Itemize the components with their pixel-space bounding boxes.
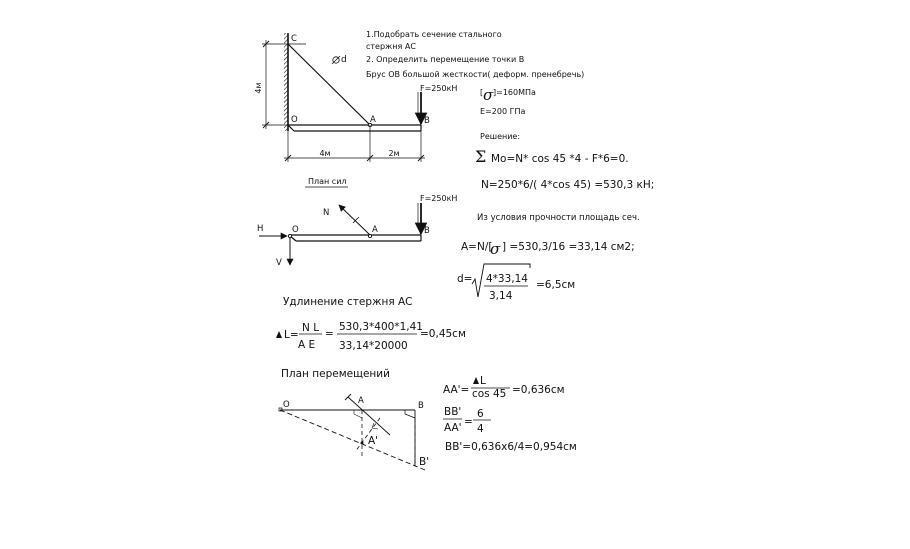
aa-den: cos 45 [472, 388, 507, 400]
given-data [480, 86, 536, 116]
dp-b-corner [405, 410, 415, 418]
elongation-eq: = [325, 328, 334, 340]
sigma-bracket-l: [ [480, 88, 484, 97]
bb-equation: BB'=0,636x6/4=0,954см [445, 441, 577, 453]
label-c: C [291, 34, 297, 44]
dp-right-angle [354, 410, 362, 418]
dp-point-a1 [361, 442, 364, 445]
ratio-den: AA' [444, 422, 462, 434]
sigma-allow: ]=160МПа [493, 88, 536, 97]
elongation-num2: 530,3*400*1,41 [339, 321, 423, 333]
delta-icon [276, 331, 282, 338]
reaction-v-label: V [276, 258, 282, 268]
moment-equation: Mo=N* cos 45 *4 - F*6=0. [491, 153, 629, 165]
modulus-e: E=200 ГПа [480, 107, 526, 116]
label-o: O [291, 115, 298, 125]
area-lhs: A=N/[ [461, 241, 493, 253]
elongation-lhs: L= [284, 329, 299, 341]
fp-label-a: A [372, 225, 378, 235]
elongation-den2: 33,14*20000 [339, 340, 408, 352]
dp-label-o: O [283, 400, 290, 410]
fp-force-f-label: F=250кН [420, 194, 458, 203]
diameter-result: =6,5см [536, 279, 576, 291]
fp-label-o: O [292, 225, 299, 235]
dp-label-b: B [418, 401, 424, 411]
solution [457, 132, 654, 302]
dim-vert-label: 4м [254, 82, 263, 94]
dim-oa-label: 4м [319, 149, 331, 158]
strength-note: Из условия прочности площадь сеч. [477, 213, 640, 223]
design-scheme [254, 33, 457, 162]
fp-label-b: B [424, 226, 430, 236]
elongation-den1: A E [298, 339, 316, 351]
aa-num: L [480, 375, 486, 387]
aa-lhs: AA'= [443, 384, 470, 396]
displacement-title: План перемещений [281, 368, 390, 380]
force-plan-title: План сил [308, 177, 347, 186]
delta-icon [473, 377, 479, 384]
area-rhs: ] =530,3/16 =33,14 см2; [502, 241, 635, 253]
elongation [276, 296, 466, 352]
displacement-plan [279, 368, 577, 470]
dp-rod [348, 397, 390, 435]
label-a: A [370, 115, 376, 125]
sigma-icon: σ [483, 86, 494, 104]
diameter-num: 4*33,14 [486, 273, 528, 285]
rod-ca [288, 44, 370, 125]
dp-label-a1: A' [368, 435, 379, 447]
elongation-title: Удлинение стержня АС [283, 296, 413, 308]
sum-icon: Σ [475, 147, 487, 166]
force-f-label: F=250кН [420, 84, 458, 93]
sigma-icon: σ [490, 240, 501, 258]
label-d: d [341, 55, 347, 65]
ratio-rnum: 6 [477, 408, 484, 420]
task-line-2: 2. Определить перемещение точки В [366, 55, 525, 64]
elongation-num1: N L [302, 322, 320, 334]
diameter-den: 3,14 [489, 290, 513, 302]
task-line-3: Брус ОВ большой жесткости( деформ. пренебречь) [366, 70, 585, 79]
aa-result: =0,636см [512, 384, 565, 396]
task-line-1a: 1.Подобрать сечение стального [366, 30, 502, 39]
ratio-rden: 4 [477, 423, 484, 435]
dp-label-b1: B' [419, 456, 430, 468]
reaction-h-label: H [257, 224, 264, 234]
force-n-arrow [339, 205, 370, 235]
elongation-result: =0,45см [420, 328, 466, 340]
ratio-num: BB' [444, 406, 462, 418]
task-statement [366, 30, 584, 79]
diameter-lhs: d= [457, 273, 473, 285]
task-line-1b: стержня АС [366, 42, 416, 51]
force-n-label: N [323, 208, 330, 218]
dp-deformed [280, 410, 425, 470]
dp-label-a: A [358, 396, 364, 406]
beam-start [288, 125, 294, 131]
force-plan [257, 177, 457, 268]
solution-heading: Решение: [480, 132, 521, 141]
ratio-eq: = [464, 416, 473, 428]
dim-ab-label: 2м [388, 149, 400, 158]
label-b: B [424, 116, 430, 126]
axial-force-equation: N=250*6/( 4*cos 45) =530,3 кН; [481, 179, 655, 191]
